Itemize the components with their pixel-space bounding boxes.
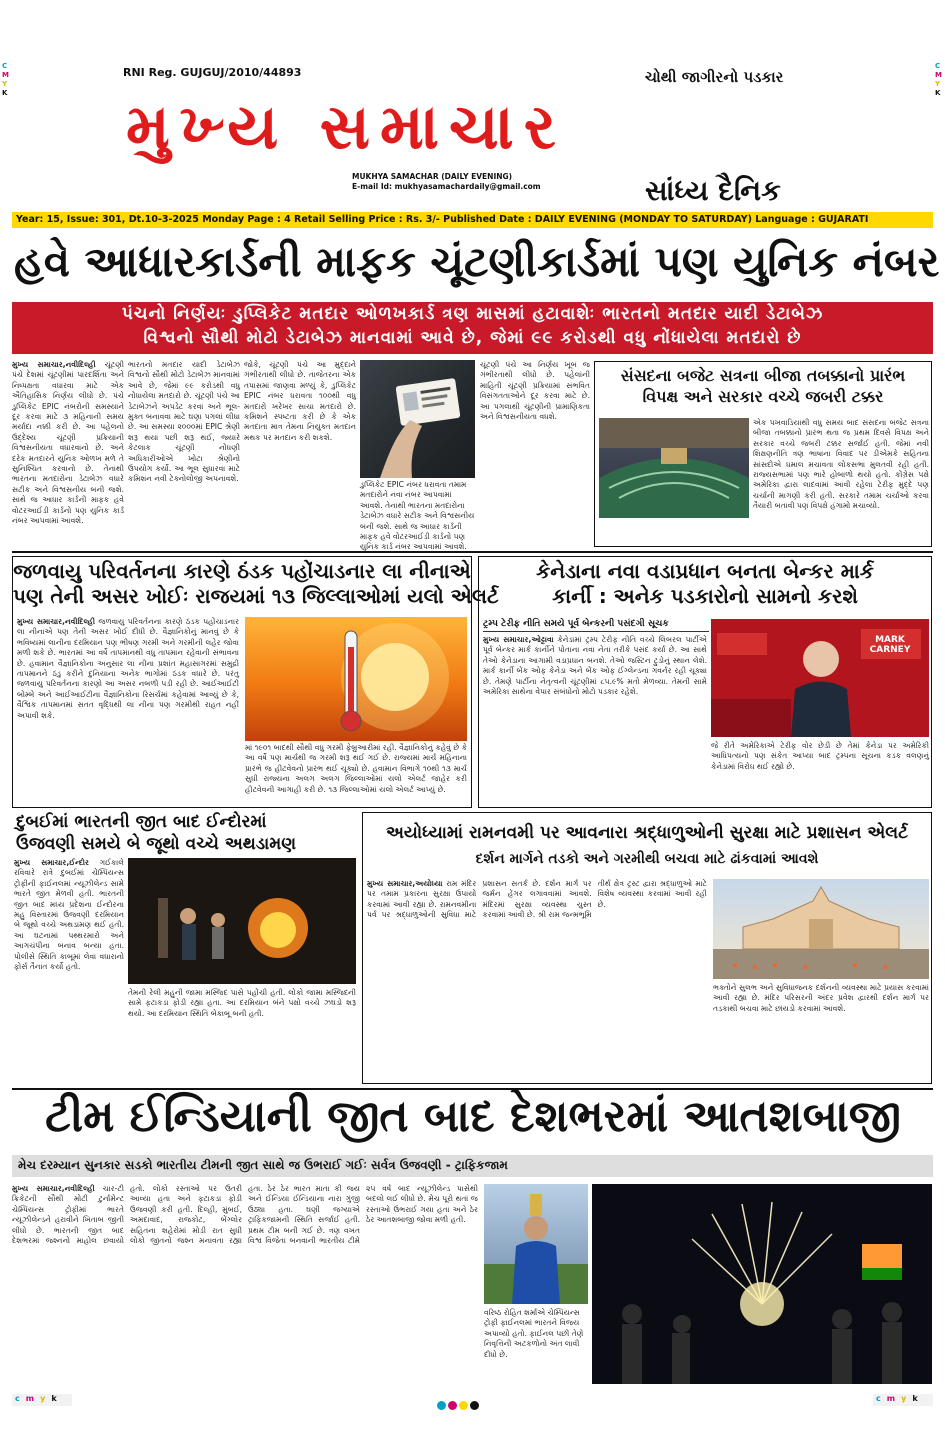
team-text: ચાર-ટી ક્રિકેટની સૌથી મોટી ટુર્નામેન્ટ ચેમ્પિયન્સ ટ્રોફીમાં ભારતે ન્યૂઝીલેન્ડને હરાવીને ખિતાબ જીતી લીધો છે. ભારતની જીત બાદ દેશભરમાં જશ્નનો માહોલ છવાયો હતો. લોકો રસ્તાઓ પર ઉતરી આવ્યા હતા અને ફટાકડા ફોડી ઉજવણી કરી હતી. દિલ્હી, મુંબઈ, અમદાવાદ, રાજકોટ, બેંગ્લોર સહિતના શહેરોમાં મોડી રાત સુધી લોકો જીતનો જશ્ન મનાવતા રહ્યા હતા. ઠેર ઠેર ભારત માતા કી જય અને ઈન્ડિયા ઈન્ડિયાના નારા ગુંજી ઉઠ્યા હતા. ઘણી જગ્યાએ ટ્રાફિકજામની સ્થિતિ સર્જાઈ હતી. bbox=[12, 1184, 360, 1246]
lead-byline: મુખ્ય સમાચાર,નવીદિલ્હી bbox=[12, 360, 96, 369]
team-headline: ટીમ ઈન્ડિયાની જીત બાદ દેશભરમાં આતશબાજી bbox=[45, 1091, 901, 1142]
carney-photo bbox=[711, 619, 929, 737]
heat-headline-2: પણ તેની અસર ખોઈઃ રાજયમાં ૧૩ જિલ્લાઓમાં યલો એલર્ટ bbox=[13, 584, 499, 608]
parliament-headline-2: વિપક્ષ અને સરકાર વચ્ચે જબરી ટક્કર bbox=[642, 387, 884, 407]
team-text-2: પ્રથમ ટીમ બની ગઈ છે. ત્રણ વખત વિશ્વ વિજેતા બનવાની ભારતીય ટીમે ૨૫ વર્ષ બાદ ન્યૂઝીલેન્ડ પાસેથી બદલો લઈ લીધો છે. મેચ પૂરો થતાં જ રસ્તાઓ ઉભરાઈ ગયા હતા અને ઠેર ઠેર આતશબાજી જોવા મળી હતી. bbox=[248, 1184, 478, 1246]
parliament-box bbox=[594, 361, 932, 547]
cmyk-mark-right: C M Y K bbox=[935, 62, 942, 97]
canada-body-2: જે રીતે અમેરિકાએ ટેરીફ વોર છેડી છે તેમાં કેનેડા પર અમેરિકી આધિપત્યનો પણ સંકેત આપ્યા બાદ ટ્રમ્પના સૂચના કડક વલણનું કેનેડામાં વિરોધ થઈ રહ્યો છે. bbox=[711, 741, 929, 771]
team-byline: મુખ્ય સમાચાર,નવીદિલ્હી bbox=[12, 1184, 95, 1193]
lead-column-3: જોકે, ચૂંટણી પંચે આ મુદ્દાને ગંભીરતાથી લીધો છે. તાજેતરના એક તપાસમાં જાણવા મળ્યું કે, ડુપ્લિકેટ EPIC નંબર ધરાવતા ૧૦૦થી વધુ મતદારો ખરેખર સાચા મતદારો છે. કમિશને સ્પષ્ટતા કરી છે કે એક મતદાતા માત્ર તેમના નિયુક્ત મતદાન મથક પર મતદાન કરી શકશે. bbox=[244, 360, 356, 442]
masthead-title: મુખ્ય સમાચાર bbox=[126, 90, 566, 163]
section-divider bbox=[12, 551, 933, 553]
indore-body-2: તેમની રેલી મહુની જામા મસ્જિદ પાસે પહોંચી હતી. લોકો જામા મસ્જિદની સામે ફટાકડા ફોડી રહ્યા હતા. આ દરમિયાન બંને પક્ષો વચ્ચે ઝઘડો શરૂ થયો. આ દરમિયાન સ્થિતિ બેકાબૂ બની હતી. bbox=[128, 988, 356, 1018]
team-body bbox=[12, 1184, 478, 1382]
indore-text: ગઈકાલે રવિવારે રાત્રે દુબઈમાં ચેમ્પિયન્સ ટ્રોફીની ફાઈનલમાં ન્યૂઝીલેન્ડ સામે ભારતે જીત મેળવી હતી. ભારતની જીત બાદ મધ્ય પ્રદેશના ઈન્દોરના મહુ વિસ્તારમાં ઉજવણી દરમિયાન બે જૂથો વચ્ચે અથડામણ થઈ હતી. આ ઘટનામાં પથ્થરમારો અને આગચંપીના બનાવ બન્યા હતા. પોલીસે સ્થિતિ કાબૂમાં લેવા વધારાનો ફોર્સ તૈનાત કર્યો હતો. bbox=[14, 858, 124, 972]
rohit-caption: વરિષ્ઠ રોહિત શર્માએ ચેમ્પિયન્સ ટ્રોફી ફાઈનલમાં ભારતને વિજય અપાવ્યો હતો. ફાઈનલ પછી તેણે નિવૃત્તિની અટકળોનો અંત લાવી દીધો છે. bbox=[484, 1308, 584, 1359]
lead-text-1: ચૂંટણી પંચે દેશમાં ચૂંટણીમાં પારદર્શિતા અને નિષ્પક્ષતા વધારવા માટે એક ઐતિહાસિક નિર્ણય લીધો છે. પંચે ડુપ્લિકેટ EPIC નંબરોની સમસ્યાને દૂર કરવા માટે ૩ મહિનાની સમય મર્યાદા નક્કી કરી છે. આ પહેલનો ઉદ્દેશ્ય ચૂંટણી પ્રક્રિયાની વિશ્વસનીયતા વધારવાનો છે. અને દરેક મતદારને યુનિક ઓળખ મળે તે સુનિશ્ચિત કરવાનો છે. તેનાથી ભારતના મતદારોના ડેટાબેઝ વધારે સટીક અને વિશ્વસનીય બની જશે. સાથે જ આધાર કાર્ડની માફક હવે વોટરઆઈડી કાર્ડનો પણ યુનિક કાર્ડ નંબર આપવામાં આવશે. bbox=[12, 360, 124, 526]
ayodhya-body bbox=[367, 879, 707, 1081]
ayodhya-text: રામ મંદિર પર તમામ પ્રકારના સુરક્ષા ઉપાયો કરવામાં આવી રહ્યા છે. રામનવમીના પર્વ પર શ્રદ્ધાળુઓની સુવિધા માટે પ્રશાસન સતર્ક છે. દર્શન માર્ગ પર જર્મન હેંગર લગાવવામાં આવશે. મંદિરમાં સુરક્ષા વ્યવસ્થા ચુસ્ત કરવામાં આવી છે. શ્રી રામ જન્મભૂમિ તીર્થ ક્ષેત્ર ટ્રસ્ટ દ્વારા શ્રદ્ધાળુઓ માટે વિશેષ વ્યવસ્થા કરવામાં આવી રહી છે. bbox=[367, 879, 707, 920]
canada-subhead: ટ્રમ્પ ટેરીફ નીતિ સમયે પૂર્વ બેન્કરની પસંદગી સૂચક bbox=[483, 619, 709, 632]
rohit-trophy-photo bbox=[484, 1184, 588, 1304]
indore-byline: મુખ્ય સમાચાર,ઈન્દોર bbox=[14, 858, 89, 867]
tagline: ચોથી જાગીરનો પડકાર bbox=[645, 68, 784, 86]
bottom-cmyk-right: c m y k bbox=[873, 1394, 933, 1406]
clash-photo bbox=[128, 858, 356, 984]
parliament-photo bbox=[599, 418, 749, 518]
canada-byline: મુખ્ય સમાચાર,ઓટ્ટાવા bbox=[483, 635, 554, 644]
lead-subhead-2: વિશ્વનો સૌથી મોટો ડેટાબેઝ માનવામાં આવે છે, જેમાં ૯૯ કરોડથી વધુ નોંધાયેલા મતદારો છે bbox=[12, 326, 933, 350]
heat-text: જળવાયુ પરિવર્તનના કારણે ઠંડક પહોંચાડનાર લા નીનાએ પણ તેની અસર ખોઈ દીધી છે. વૈજ્ઞાનિકોનું માનવું છે કે ભવિષ્યમાં લાનીના દરમિયાન પણ ભીષણ ગરમી અને ગરમીની લહેર જોવા મળી શકે છે. ભારતમાં આ વર્ષે તાપમાનથી વધુ તાપમાન રહેવાની સંભાવના છે. હવામાન વૈજ્ઞાનિકોના અનુસાર લા નીના પ્રશાંત મહાસાગરમાં સમુદ્રી તાપમાનને ઠંડુ કરીને દુનિયાના અનેક ભાગોમાં ઠંડક વધારે છે. પરંતુ જળવાયુ પરિવર્તનના કારણો આ અસર નબળી પડી રહી છે. આઈઆઈટી બોમ્બે અને આઈઆઈટીના વૈજ્ઞાનિકોના રિસર્ચમાં કહેવામાં આવ્યું છે કે, વૈશ્વિક તાપમાનમાં સતત વૃદ્ધિથી લા નીના પણ ગરમીથી રાહત નહીં અપાવી શકે. bbox=[17, 617, 239, 720]
indore-headline-2: ઉજવણી સમયે બે જૂથો વચ્ચે અથડામણ bbox=[16, 833, 297, 854]
ayodhya-story bbox=[362, 812, 932, 1084]
carney-sign: MARK CARNEY bbox=[869, 635, 911, 655]
parliament-body: એક પખવાડિયાથી વધુ સમય બાદ સંસદના બજેટ સત્રના બીજા તબક્કાનો પ્રારંભ થતા જ પ્રથમ દિવસે વિપક્ષ અને સરકાર વચ્ચે જબરી ટક્કર સર્જાઈ હતી. જેમાં નવી શિક્ષણનીતિ ત્રણ ભાષાના વિવાદ પર ડીએમકે સહિતના સાંસદોએ ધમાલ મચાવતા લોકસભા મુલતવી રહી હતી. રાજ્યસભામાં પણ ભારે હોબાળો થયો હતો. કોંગ્રેસ પક્ષે અમેરિકા દ્વારા લાદવામાં આવી રહેલા ટેરીફ મુદ્દે પણ ચર્ચાની માગણી કરી હતી. સરકારે તમામ ચર્ચાઓ કરવા તૈયારી બતાવી પણ વિપક્ષે હંગામો મચાવ્યો. bbox=[753, 418, 929, 511]
canada-story bbox=[478, 556, 932, 808]
indore-story bbox=[12, 812, 357, 1084]
lead-subhead-1: પંચનો નિર્ણયઃ ડુપ્લિકેટ મતદાર ઓળખકાર્ડ ત્રણ માસમાં હટાવાશેઃ ભારતનો મતદાર યાદી ડેટાબેઝ bbox=[12, 302, 933, 326]
ayodhya-subhead: દર્શન માર્ગને તડકો અને ગરમીથી બચવા માટે ઢાંકવામાં આવશે bbox=[475, 850, 819, 867]
lead-column-1 bbox=[12, 360, 124, 545]
bottom-cmyk-left: c m y k bbox=[12, 1394, 72, 1406]
heatwave-photo bbox=[245, 617, 467, 741]
lead-subhead-band bbox=[12, 302, 933, 354]
team-subhead: મેચ દરમ્યાન સુનકાર સડકો ભારતીય ટીમની જીત સાથે જ ઉભરાઈ ગઈઃ સર્વત્ર ઉજવણી - ટ્રાફિકજામ bbox=[12, 1155, 933, 1177]
ram-temple-photo bbox=[713, 879, 929, 979]
canada-headline-2: કાર્ની : અનેક પડકારોનો સામનો કરશે bbox=[552, 584, 858, 608]
indore-body bbox=[14, 858, 124, 1082]
heat-byline: મુખ્ય સમાચાર,નવીદિલ્હી bbox=[17, 617, 95, 626]
lead-column-2: ભારતનો મતદાર યાદી ડેટાબેઝ વિશ્વનો સૌથી મોટો ડેટાબેઝ માનવામાં આવે છે, જેમાં ૯૯ કરોડથી વધુ નોંધાયેલા મતદારો છે. ચૂંટણી પંચે આ ડેટાબેઝને અપડેટ કરવા અને ભૂલ-મુક્ત બનાવવા માટે ઘણા પગલાં લીધા છે. આ સમસ્યા ૨૦૦૦માં EPIC શ્રેણી શરૂ થયા પછી શરૂ થઈ, જ્યારે કેટલાક ચૂંટણી નોંધણી અધિકારીઓએ ખોટા શ્રેણીનો ઉપયોગ કર્યો. આ ભૂલ સુધારવા માટે કમિશન નવી ટેક્નોલોજી અપનાવશે. bbox=[128, 360, 240, 484]
heat-headline-1: જળવાયુ પરિવર્તનના કારણે ઠંડક પહોંચાડનાર લા નીનાએ bbox=[13, 559, 471, 583]
canada-body bbox=[483, 635, 707, 803]
parliament-headline-1: સંસદના બજેટ સત્રના બીજા તબક્કાનો પ્રારંભ bbox=[620, 366, 906, 385]
heat-body-2: માં ૧૯૦૧ બાદથી સૌથી વધુ ગરમી ફેબ્રુઆરીમાં રહી. વૈજ્ઞાનિકોનું કહેવું છે કે આ વર્ષે પણ માર્ચથી જ ગરમી શરૂ થઈ ગઈ છે. રાજ્યમાં માર્ચ મહિનાના પ્રારંભે જ હીટવેવનો પ્રારંભ થઈ ચૂક્યો છે. હવામાન વિભાગે ૧૦થી ૧૩ માર્ચ સુધી રાજ્યના અલગ અલગ જિલ્લાઓમાં યલો એલર્ટ જાહેર કરી હીટવેવની આગાહી કરી છે. ૧૩ જિલ્લાઓમાં યલો એલર્ટ આપ્યું છે. bbox=[245, 743, 467, 794]
rni-number: RNI Reg. GUJGUJ/2010/44893 bbox=[123, 66, 302, 79]
fireworks-photo bbox=[592, 1184, 932, 1384]
masthead-english: MUKHYA SAMACHAR (DAILY EVENING) bbox=[352, 172, 513, 181]
lead-headline: હવે આધારકાર્ડની માફક ચૂંટણીકાર્ડમાં પણ યુનિક નંબર bbox=[14, 237, 940, 286]
evening-label: સાંધ્ય દૈનિક bbox=[645, 174, 781, 207]
issue-info-bar: Year: 15, Issue: 301, Dt.10-3-2025 Monday Page : 4 Retail Selling Price : Rs. 3/- Published Date : DAILY EVENING (MONDAY TO SATURDAY) Language : GUJARATI bbox=[12, 212, 933, 228]
lead-column-4: ચૂંટણી પંચે આ નિર્ણય ખૂબ જ ગંભીરતાથી લીધો છે. પહેલાંની માહિતી ચૂંટણી પ્રક્રિયામાં સંભવિત વિસંગતતાઓને દૂર કરવા માટે છે. આ પગલાથી ચૂંટણીની પ્રામાણિકતા અને વિશ્વસનીયતા વધશે. bbox=[480, 360, 590, 422]
heat-story bbox=[12, 556, 499, 808]
voter-id-caption: ડુપ્લિકેટ EPIC નંબર ધરાવતા તમામ મતદારોને નવા નંબર આપવામાં આવશે. તેનાથી ભારતના મતદારોના ડેટાબેઝ વધારે સટીક અને વિશ્વસનીય બની જશે. સાથે જ આધાર કાર્ડની માફક હવે વોટરઆઈડી કાર્ડનો પણ યુનિક કાર્ડ નંબર આપવામાં આવશે. bbox=[360, 480, 475, 552]
voter-id-photo bbox=[360, 360, 475, 478]
ayodhya-byline: મુખ્ય સમાચાર,અયોધ્યા bbox=[367, 879, 443, 888]
canada-text: કેનેડામાં ટ્રમ્પ ટેરીફ નીતિ વચ્ચે લિબરલ પાર્ટીએ પૂર્વ બેન્કર માર્ક કાર્નીને પોતાના નવા નેતા તરીકે પસંદ કર્યા છે. આ સાથે તેઓ કેનેડાના આગામી વડાપ્રધાન બનશે. તેઓ જસ્ટિન ટ્રુડોનું સ્થાન લેશે. માર્ક કાર્ની બેંક ઓફ કેનેડા અને બેંક ઓફ ઈંગ્લેન્ડના ગવર્નર રહી ચૂક્યા છે. તેમણે પાર્ટીના નેતૃત્વની ચૂંટણીમાં ૮૫.૯% મતો મેળવ્યા. તેમની સામે અમેરિકા સાથેના વેપાર સંબંધોનો મોટો પડકાર રહેશે. bbox=[483, 635, 707, 697]
indore-headline-1: દુબઈમાં ભારતની જીત બાદ ઈન્દોરમાં bbox=[12, 812, 357, 834]
ayodhya-body-2: ભક્તોને સુલભ અને સુવિધાજનક દર્શનની વ્યવસ્થા માટે પ્રયાસ કરવામાં આવી રહ્યા છે. મંદિર પરિસરની અંદર પ્રવેશ દ્વારથી દર્શન માર્ગ પર તડકાથી બચવા માટે છાંયડો કરવામાં આવશે. bbox=[713, 983, 929, 1013]
heat-body bbox=[17, 617, 239, 803]
ayodhya-headline: અયોધ્યામાં રામનવમી પર આવનારા શ્રદ્ધાળુઓની સુરક્ષા માટે પ્રશાસન એલર્ટ bbox=[385, 823, 909, 843]
masthead-email: E-mail Id: mukhyasamachardaily@gmail.com bbox=[352, 182, 541, 191]
registration-dots bbox=[436, 1395, 480, 1414]
section-divider-2 bbox=[12, 1088, 933, 1090]
cmyk-mark-left: C M Y K bbox=[2, 62, 9, 97]
canada-headline-1: કેનેડાના નવા વડાપ્રધાન બનતા બેન્કર માર્ક bbox=[536, 559, 874, 583]
